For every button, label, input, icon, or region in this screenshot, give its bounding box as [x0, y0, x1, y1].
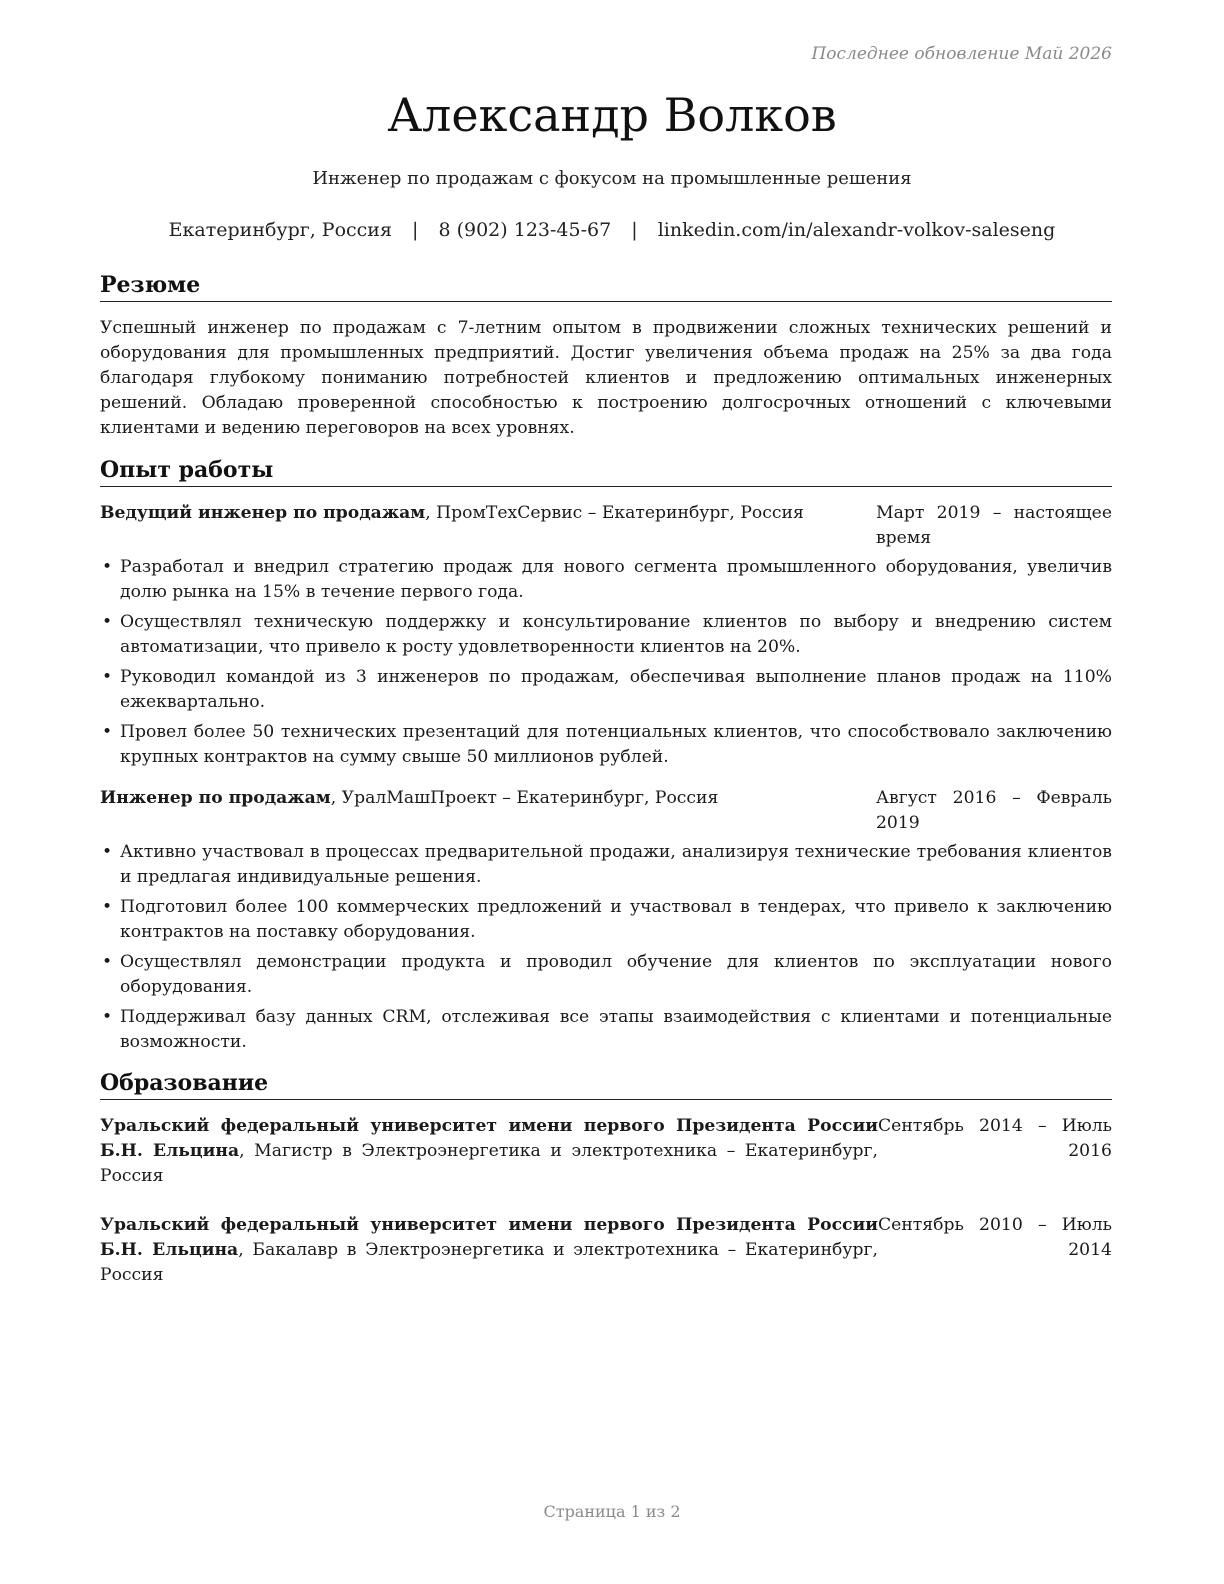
section-title-education: Образование	[100, 1068, 1112, 1100]
section-title-summary: Резюме	[100, 270, 1112, 302]
contact-separator: |	[631, 219, 638, 241]
last-updated-note: Последнее обновление Май 2026	[811, 44, 1112, 64]
resume-body	[100, 270, 1112, 1288]
job-dates	[876, 501, 1112, 551]
job-bullets	[100, 555, 1112, 770]
job-bullet: • Поддерживал базу данных CRM, отслеживая все этапы взаимодействия с клиентами и потенциальные возможности.	[100, 1005, 1112, 1055]
education-date-line: 2014	[1068, 1240, 1112, 1260]
job-entry	[100, 786, 1112, 1055]
professional-headline: Инженер по продажам с фокусом на промышленные решения	[312, 168, 912, 189]
job-date-line: Август 2016 – Февраль	[876, 788, 1112, 808]
education-date-line: Сентябрь 2010 – Июль	[878, 1215, 1112, 1235]
job-position: Ведущий инженер по продажам	[100, 503, 426, 523]
job-date-line: 2019	[876, 813, 920, 833]
page-number: Страница 1 из 2	[543, 1502, 681, 1521]
job-bullet: • Активно участвовал в процессах предварительной продажи, анализируя технические требования клиентов и предлагая индивидуальные решения.	[100, 840, 1112, 890]
job-entry	[100, 501, 1112, 770]
contact-separator: |	[412, 219, 419, 241]
section-title-experience: Опыт работы	[100, 455, 1112, 487]
contact-location: Екатеринбург, Россия	[168, 219, 392, 241]
job-bullet: • Провел более 50 технических презентаций для потенциальных клиентов, что способствовало заключению крупных контрактов на сумму свыше 50 миллионов рублей.	[100, 720, 1112, 770]
contact-linkedin-link[interactable]: linkedin.com/in/alexandr-volkov-saleseng	[657, 219, 1056, 241]
education-date-line: Сентябрь 2014 – Июль	[878, 1116, 1112, 1136]
job-date-line: время	[876, 528, 932, 548]
job-bullets	[100, 840, 1112, 1055]
education-institution: Уральский федеральный университет имени первого Президента России Б.Н. Ельцина	[100, 1215, 878, 1260]
job-position: Инженер по продажам	[100, 788, 331, 808]
education-dates	[878, 1213, 1112, 1288]
education-institution: Уральский федеральный университет имени первого Президента России Б.Н. Ельцина	[100, 1116, 878, 1161]
job-header	[100, 786, 1112, 836]
job-bullet: • Руководил командой из 3 инженеров по продажам, обеспечивая выполнение планов продаж на 110% ежеквартально.	[100, 665, 1112, 715]
job-company-location: , ПромТехСервис – Екатеринбург, Россия	[425, 503, 804, 523]
job-bullet: • Разработал и внедрил стратегию продаж для нового сегмента промышленного оборудования, увеличив долю рынка на 15% в течение первого года.	[100, 555, 1112, 605]
job-header	[100, 501, 1112, 551]
education-date-line: 2016	[1068, 1141, 1112, 1161]
contact-line	[0, 219, 1224, 241]
job-bullet: • Осуществлял демонстрации продукта и проводил обучение для клиентов по эксплуатации нового оборудования.	[100, 950, 1112, 1000]
contact-phone: 8 (902) 123-45-67	[438, 219, 612, 241]
education-details: , Магистр в Электроэнергетика и электротехника – Екатеринбург, Россия	[100, 1141, 878, 1186]
person-name: Александр Волков	[387, 88, 837, 142]
education-entry	[100, 1213, 1112, 1288]
education-dates	[878, 1114, 1112, 1189]
job-date-line: Март 2019 – настоящее	[876, 503, 1112, 523]
education-entry	[100, 1114, 1112, 1189]
job-bullet: • Осуществлял техническую поддержку и консультирование клиентов по выбору и внедрению систем автоматизации, что привело к росту удовлетворенности клиентов на 20%.	[100, 610, 1112, 660]
job-bullet: • Подготовил более 100 коммерческих предложений и участвовал в тендерах, что привело к заключению контрактов на поставку оборудования.	[100, 895, 1112, 945]
summary-text: Успешный инженер по продажам с 7-летним опытом в продвижении сложных технических решений и оборудования для промышленных предприятий. Достиг увеличения объема продаж на 25% за два года благодаря глубокому пониманию потребностей клиентов и предложению оптимальных инженерных решений. Обладаю проверенной способностью к построению долгосрочных отношений с ключевыми клиентами и ведению переговоров на всех уровнях.	[100, 318, 1112, 438]
education-details: , Бакалавр в Электроэнергетика и электротехника – Екатеринбург, Россия	[100, 1240, 878, 1285]
job-dates	[876, 786, 1112, 836]
job-company-location: , УралМашПроект – Екатеринбург, Россия	[330, 788, 719, 808]
